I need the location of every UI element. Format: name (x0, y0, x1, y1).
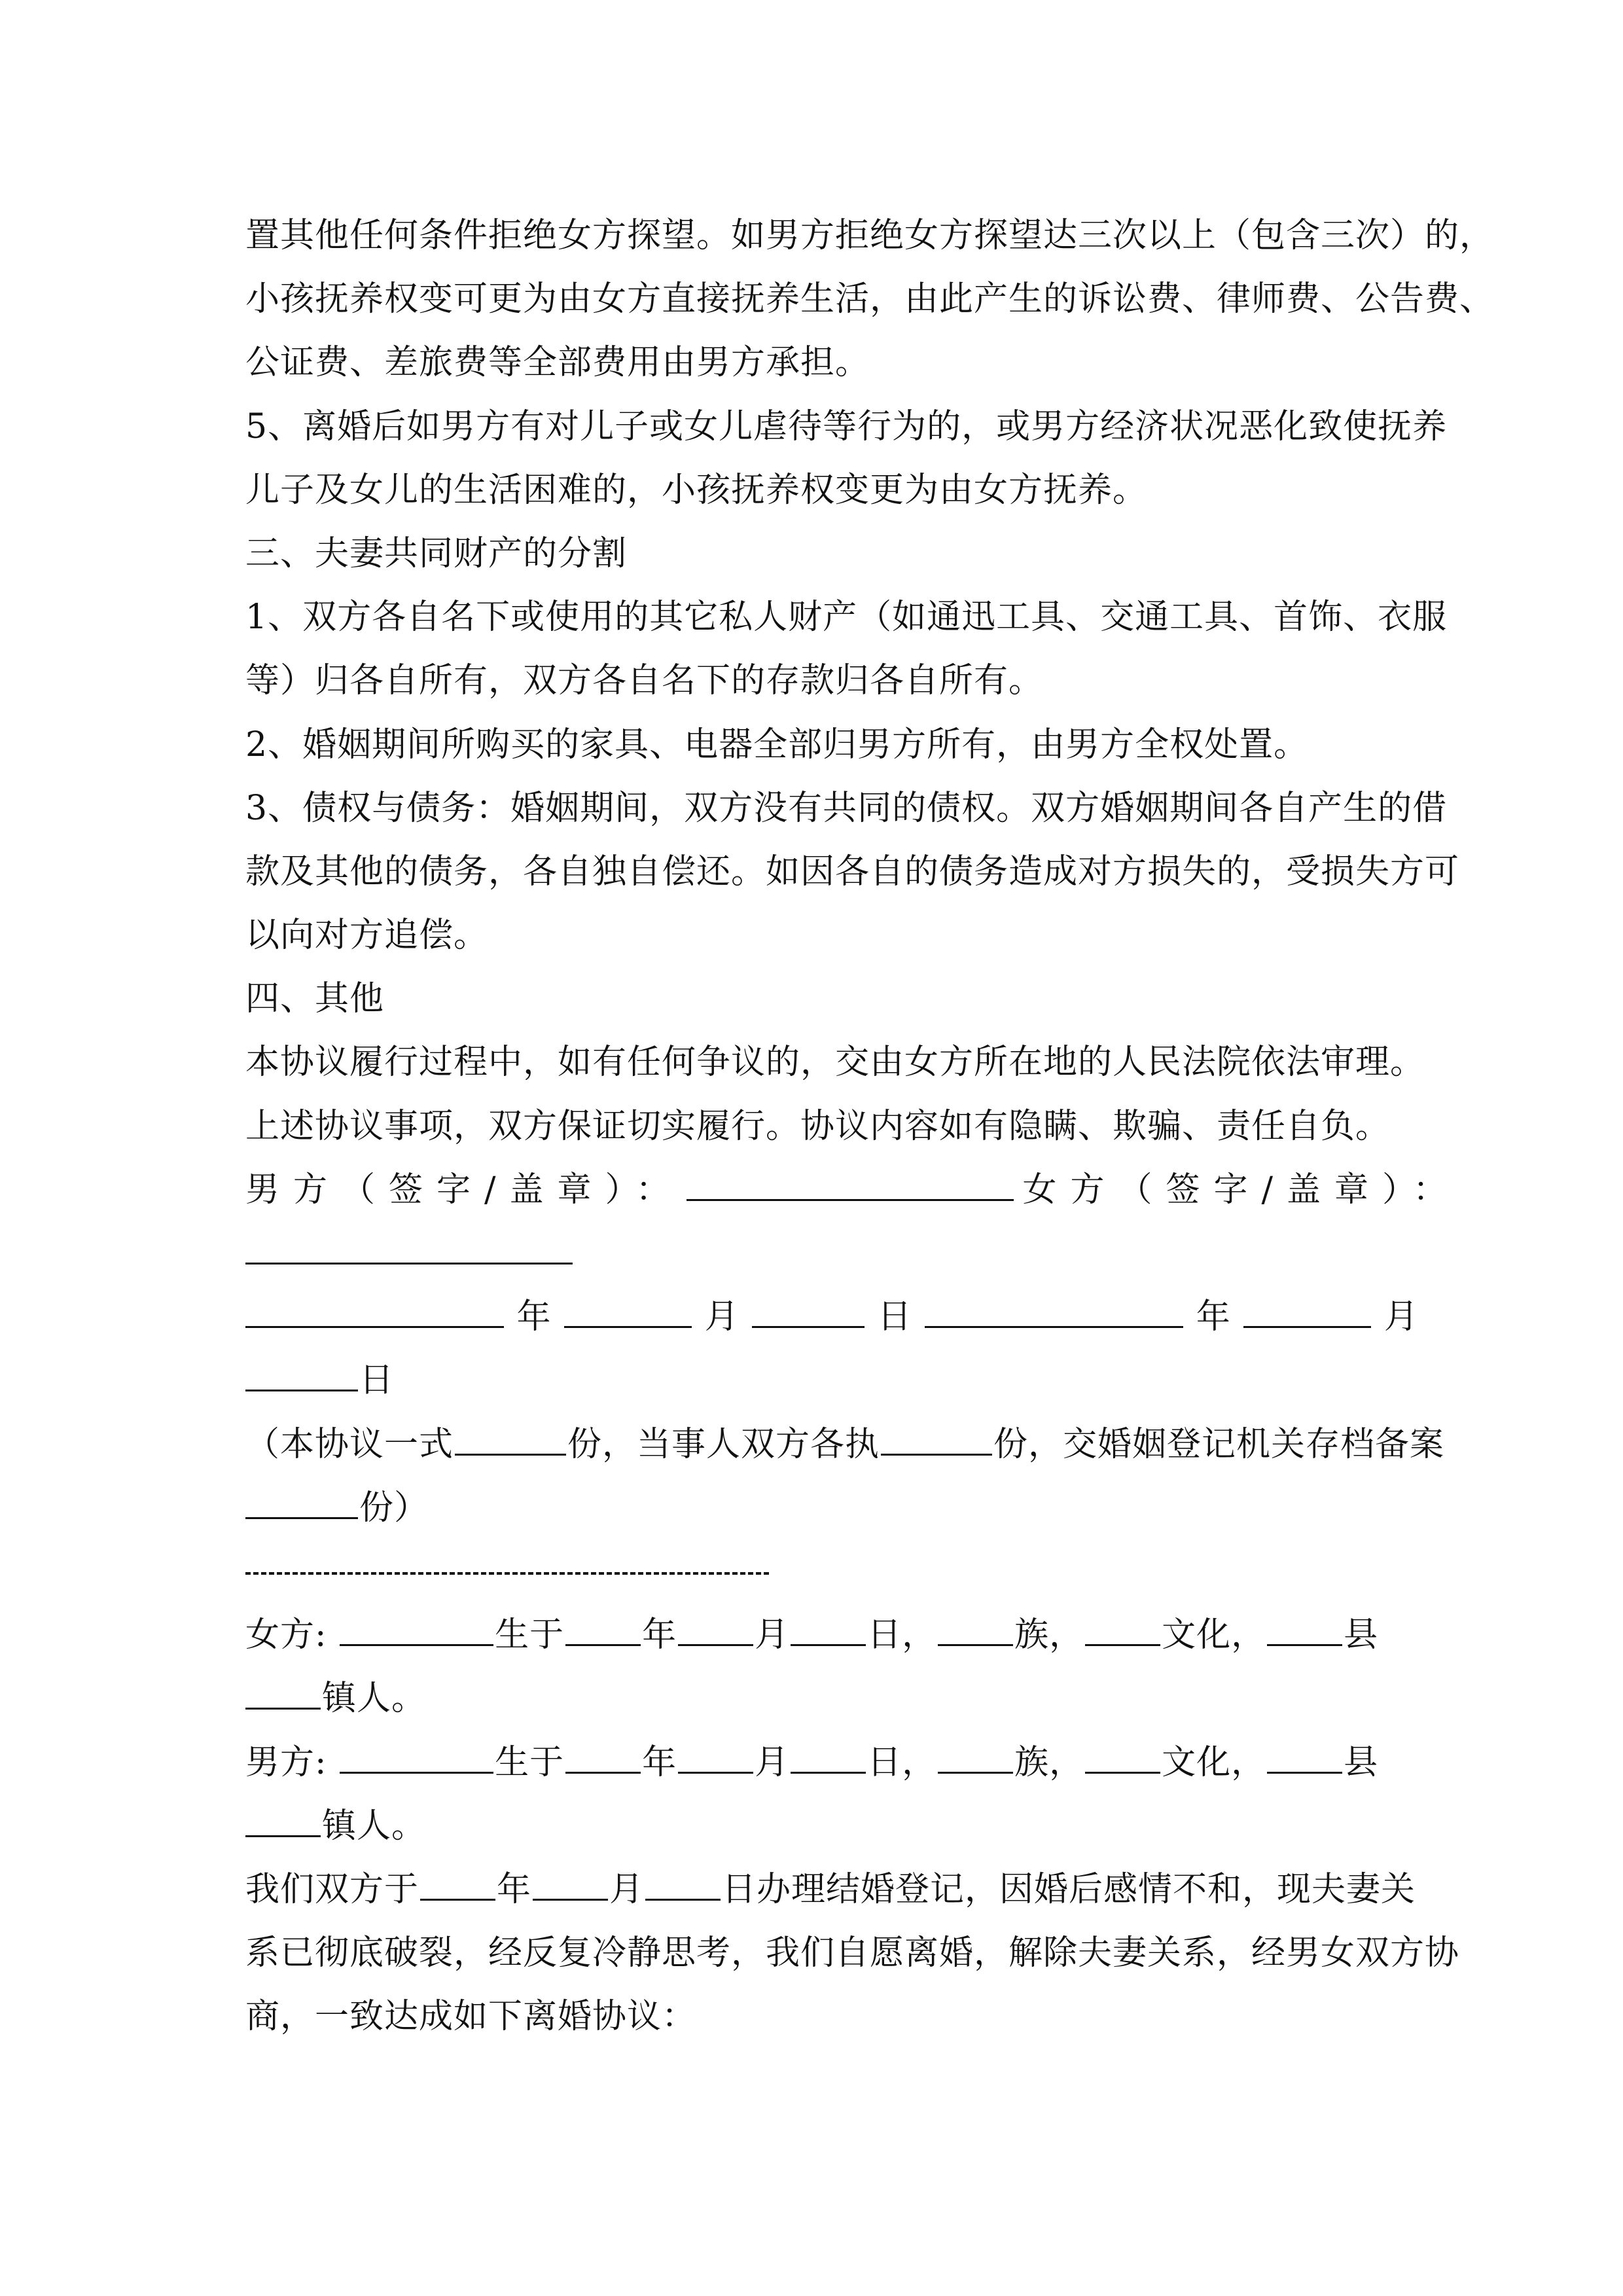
female-name-field[interactable] (340, 1613, 493, 1646)
male-birth-day-field[interactable] (791, 1740, 866, 1774)
section-3-clause-3-line: 款及其他的债务，各自独自偿还。如因各自的债务造成对方损失的，受损失方可 (245, 852, 1460, 891)
education-label: 文化， (1162, 1742, 1266, 1782)
marriage-day-field[interactable] (645, 1867, 721, 1901)
female-birth-year-field[interactable] (565, 1613, 641, 1646)
dispute-clause: 本协议履行过程中，如有任何争议的，交由女方所在地的人民法院依法审理。 (245, 1043, 1425, 1083)
male-birth-year-field[interactable] (565, 1740, 641, 1774)
male-ethnicity-field[interactable] (938, 1740, 1013, 1774)
clause-5-line: 儿子及女儿的生活困难的，小孩抚养权变更为由女方抚养。 (245, 470, 1148, 510)
female-signature-field[interactable] (245, 1231, 573, 1265)
section-3-clause-2: 2、婚姻期间所购买的家具、电器全部归男方所有，由男方全权处置。 (245, 725, 1309, 764)
section-3-clause-3-line: 以向对方追偿。 (245, 916, 489, 956)
female-month-field[interactable] (1243, 1295, 1371, 1328)
male-town-field[interactable] (245, 1804, 321, 1837)
year-label: 年 (497, 1869, 532, 1909)
section-3-heading: 三、夫妻共同财产的分割 (245, 533, 628, 573)
education-label: 文化， (1162, 1615, 1266, 1655)
paragraph-line: 置其他任何条件拒绝女方探望。如男方拒绝女方探望达三次以上（包含三次）的， (245, 216, 1495, 255)
female-year-field[interactable] (925, 1295, 1183, 1328)
section-4-heading: 四、其他 (245, 979, 385, 1019)
male-label: 男方: (245, 1742, 327, 1782)
county-label: 县 (1344, 1615, 1379, 1655)
clause-5-line: 5、离婚后如男方有对儿子或女儿虐待等行为的，或男方经济状况恶化致使抚养 (245, 406, 1448, 446)
male-day-field[interactable] (752, 1295, 865, 1328)
male-info-row-continued (245, 1795, 1384, 1858)
marriage-year-field[interactable] (420, 1867, 495, 1901)
intro-text: 日办理结婚登记，因婚后感情不和，现夫妻关 (722, 1869, 1416, 1909)
month-label: 月 (755, 1615, 790, 1655)
female-town-field[interactable] (245, 1676, 321, 1710)
archive-copies-field[interactable] (245, 1486, 358, 1519)
male-education-field[interactable] (1085, 1740, 1160, 1774)
intro-line (245, 1858, 1416, 1922)
day-label: 日， (867, 1615, 937, 1655)
female-ethnicity-field[interactable] (938, 1613, 1013, 1646)
female-education-field[interactable] (1085, 1613, 1160, 1646)
year-label: 年 (642, 1742, 677, 1782)
male-county-field[interactable] (1267, 1740, 1342, 1774)
section-3-clause-3-line: 3、债权与债务：婚姻期间，双方没有共同的债权。双方婚姻期间各自产生的借 (245, 788, 1448, 828)
male-signature-label: 男方（签字/盖章）： (245, 1170, 684, 1210)
paragraph-line: 公证费、差旅费等全部费用由男方承担。 (245, 343, 870, 383)
date-row (245, 1285, 1419, 1349)
male-month-field[interactable] (564, 1295, 692, 1328)
intro-line: 系已彻底破裂，经反复冷静思考，我们自愿离婚，解除夫妻关系，经男女双方协 (245, 1933, 1460, 1973)
month-label: 月 (704, 1297, 740, 1337)
document-page (245, 204, 1495, 2049)
born-label: 生于 (495, 1742, 565, 1782)
total-copies-field[interactable] (455, 1422, 566, 1456)
intro-line: 商，一致达成如下离婚协议： (245, 1997, 697, 2037)
ethnicity-label: 族， (1014, 1615, 1084, 1655)
section-3-clause-1-line: 1、双方各自名下或使用的其它私人财产（如通迅工具、交通工具、首饰、衣服 (245, 598, 1448, 637)
copies-text: （本协议一式 (245, 1424, 454, 1464)
month-label: 月 (1383, 1297, 1419, 1337)
day-label: 日， (867, 1742, 937, 1782)
copies-text: 份，交婚姻登记机关存档备案 (993, 1424, 1445, 1464)
copies-row-continued (245, 1477, 1384, 1540)
section-3-clause-1-line: 等）归各自所有，双方各自名下的存款归各自所有。 (245, 661, 1044, 701)
dashed-separator (245, 1572, 769, 1575)
born-label: 生于 (495, 1615, 565, 1655)
female-info-row (245, 1604, 1384, 1667)
copies-text: 份） (359, 1488, 429, 1528)
male-birth-month-field[interactable] (678, 1740, 753, 1774)
copies-row (245, 1413, 1445, 1477)
month-label: 月 (755, 1742, 790, 1782)
female-signature-label: 女方（签字/盖章）： (1022, 1170, 1461, 1210)
male-name-field[interactable] (340, 1740, 493, 1774)
day-label: 日 (877, 1297, 912, 1337)
year-label: 年 (516, 1297, 552, 1337)
ethnicity-label: 族， (1014, 1742, 1084, 1782)
copies-text: 份，当事人双方各执 (567, 1424, 880, 1464)
male-year-field[interactable] (245, 1295, 504, 1328)
female-birth-day-field[interactable] (791, 1613, 866, 1646)
guarantee-clause: 上述协议事项，双方保证切实履行。协议内容如有隐瞒、欺骗、责任自负。 (245, 1106, 1391, 1146)
female-label: 女方: (245, 1615, 327, 1655)
signature-row (245, 1158, 1461, 1222)
town-label: 镇人。 (322, 1806, 427, 1846)
female-day-field[interactable] (245, 1358, 358, 1391)
year-label: 年 (1196, 1297, 1231, 1337)
male-info-row (245, 1731, 1384, 1795)
intro-text: 我们双方于 (245, 1869, 419, 1909)
county-label: 县 (1344, 1742, 1379, 1782)
marriage-month-field[interactable] (533, 1867, 608, 1901)
female-county-field[interactable] (1267, 1613, 1342, 1646)
paragraph-line: 小孩抚养权变可更为由女方直接抚养生活，由此产生的诉讼费、律师费、公告费、 (245, 279, 1495, 319)
year-label: 年 (642, 1615, 677, 1655)
separator-row (245, 1540, 1384, 1604)
day-label: 日 (359, 1361, 395, 1401)
month-label: 月 (609, 1869, 645, 1909)
town-label: 镇人。 (322, 1679, 427, 1719)
female-info-row-continued (245, 1667, 1384, 1731)
signature-row-continued (245, 1222, 1384, 1285)
date-row-continued (245, 1349, 1384, 1412)
female-birth-month-field[interactable] (678, 1613, 753, 1646)
each-party-copies-field[interactable] (881, 1422, 992, 1456)
male-signature-field[interactable] (687, 1170, 1014, 1201)
